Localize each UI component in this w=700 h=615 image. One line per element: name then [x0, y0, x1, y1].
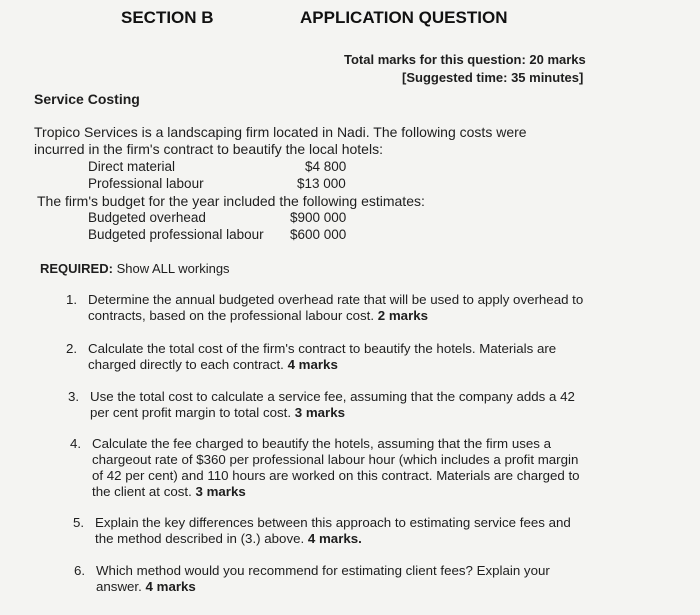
question-text: Explain the key differences between this approach to estimating service fees and the method described in (3.) above. [95, 515, 571, 546]
question-text: Which method would you recommend for estimating client fees? Explain your answer. [96, 563, 550, 594]
question-item [96, 563, 590, 595]
question-item [92, 436, 590, 500]
question-number: 5. [73, 515, 85, 530]
required-instruction [40, 261, 230, 276]
intro-line-1: Tropico Services is a landscaping firm located in Nadi. The following costs were [34, 124, 527, 140]
question-marks: 4 marks. [307, 531, 362, 546]
budget-label-professional-labour: Budgeted professional labour [88, 227, 264, 242]
question-item [90, 389, 590, 421]
suggested-time: [Suggested time: 35 minutes] [402, 70, 584, 85]
question-number: 4. [70, 436, 82, 451]
required-text: Show ALL workings [116, 261, 230, 276]
question-marks: 4 marks [287, 357, 338, 372]
cost-value-direct-material: $4 800 [305, 159, 347, 174]
question-item [95, 515, 590, 547]
budget-intro: The firm's budget for the year included the following estimates: [37, 193, 425, 209]
question-marks: 4 marks [145, 579, 196, 594]
question-number: 2. [66, 341, 78, 356]
question-text: Use the total cost to calculate a service fee, assuming that the company adds a 42 per cent profit margin to total cost. [90, 389, 575, 420]
question-marks: 3 marks [294, 405, 346, 420]
question-text: Calculate the fee charged to beautify the hotels, assuming that the firm uses a chargeout rate of $360 per professional labour hour (which includes a profit margin of 42 per cent) and 110 hours are worked on this contract. Materials are charged to the client at cost. [92, 436, 580, 499]
total-marks: Total marks for this question: 20 marks [344, 52, 586, 67]
page-title: APPLICATION QUESTION [300, 8, 508, 27]
budget-value-professional-labour: $600 000 [290, 227, 347, 242]
budget-value-overhead: $900 000 [290, 210, 347, 225]
question-number: 3. [68, 389, 80, 404]
question-marks: 2 marks [377, 308, 429, 323]
question-text: Calculate the total cost of the firm's contract to beautify the hotels. Materials are charged directly to each contract. [88, 341, 557, 372]
question-number: 6. [74, 563, 86, 578]
intro-line-2: incurred in the firm's contract to beautify the local hotels: [34, 141, 383, 157]
required-label: REQUIRED: [40, 261, 113, 276]
question-number: 1. [66, 292, 78, 307]
question-item [88, 292, 588, 324]
topic-heading: Service Costing [34, 91, 140, 107]
section-label: SECTION B [121, 8, 214, 27]
cost-label-direct-material: Direct material [88, 159, 176, 174]
question-marks: 3 marks [195, 484, 246, 499]
budget-label-overhead: Budgeted overhead [88, 210, 206, 225]
question-text: Determine the annual budgeted overhead rate that will be used to apply overhead to contracts, based on the professional labour cost. [88, 292, 584, 323]
cost-label-professional-labour: Professional labour [88, 176, 204, 191]
question-item [88, 341, 588, 373]
cost-value-professional-labour: $13 000 [297, 176, 346, 191]
